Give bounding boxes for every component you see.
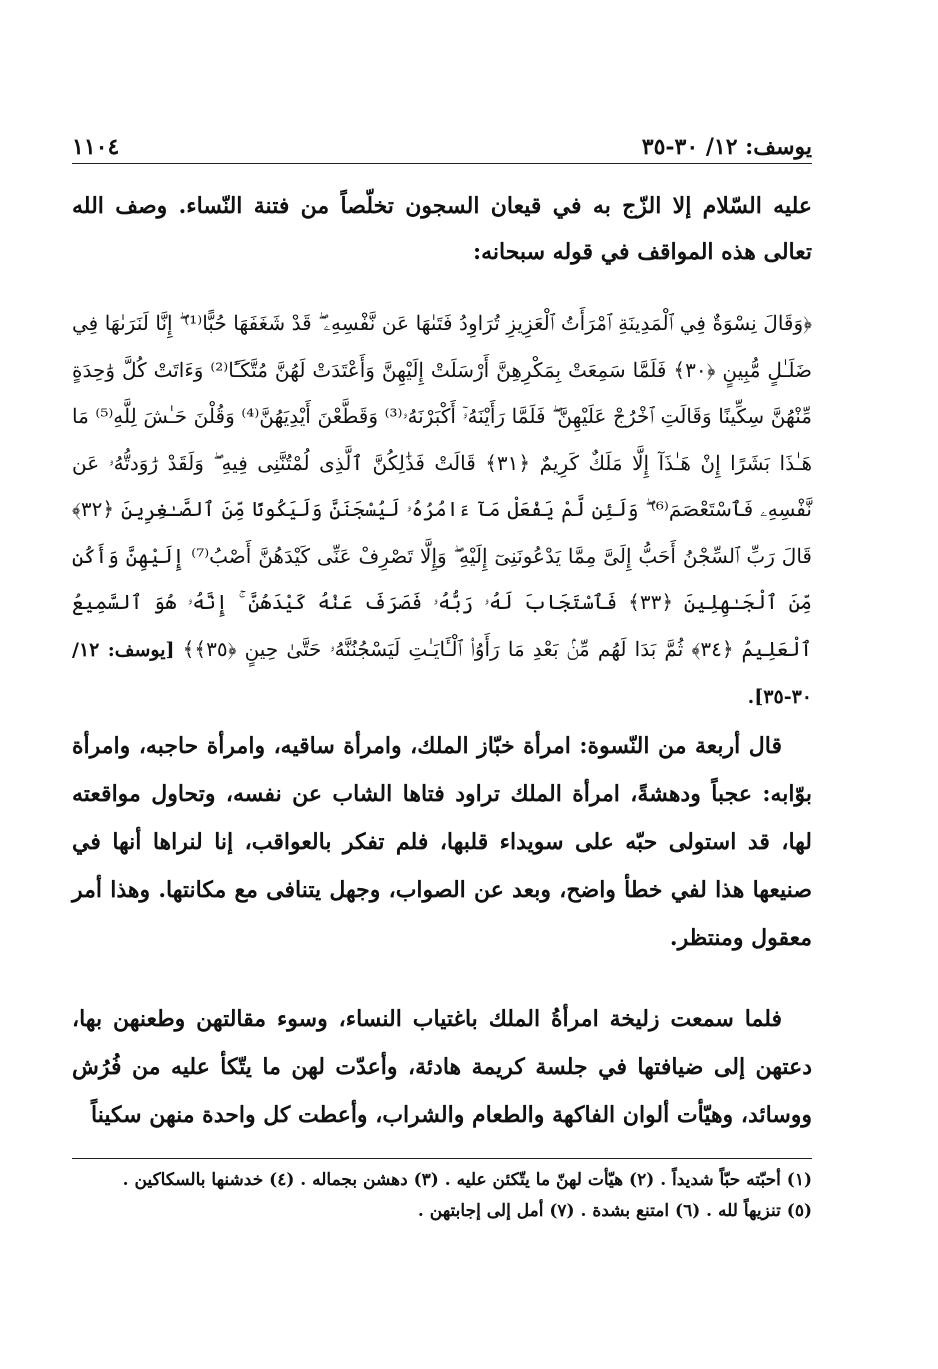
quran-reference: [يوسف: ١٢/ ٣٠-٣٥]. bbox=[72, 638, 812, 708]
quran-passage-block bbox=[72, 300, 812, 721]
surah-reference: يوسف: ١٢/ ٣٠-٣٥ bbox=[641, 134, 812, 160]
page-number: ١١٠٤ bbox=[72, 134, 120, 160]
running-header bbox=[72, 120, 812, 160]
quran-passage: ﴿وَقَالَ نِسْوَةٌ فِي ٱلْمَدِينَةِ ٱمْرَأَتُ ٱلْعَزِيزِ تُرَاوِدُ فَتَىٰهَا عَن نَّفْسِهِۦ ۖ قَدْ شَغَفَهَا حُبًّا⁽¹⁾ ۖ إِنَّا لَنَرَىٰهَا فِي ضَلَـٰلٍ مُّبِينٍ ﴿٣٠﴾ فَلَمَّا سَمِعَتْ بِمَكْرِهِنَّ أَرْسَلَتْ إِلَيْهِنَّ وَأَعْتَدَتْ لَهُنَّ مُتَّكَـًٔا⁽²⁾ وَءَاتَتْ كُلَّ وَٰحِدَةٍ مِّنْهُنَّ سِكِّينًا وَقَالَتِ ٱخْرُجْ عَلَيْهِنَّ ۖ فَلَمَّا رَأَيْنَهُۥٓ أَكْبَرْنَهُۥ⁽³⁾ وَقَطَّعْنَ أَيْدِيَهُنَّ⁽⁴⁾ وَقُلْنَ حَـٰشَ لِلَّهِ⁽⁵⁾ مَا هَـٰذَا بَشَرًا إِنْ هَـٰذَآ إِلَّا مَلَكٌ كَرِيمٌ ﴿٣١﴾ قَالَتْ فَذَٰلِكُنَّ ٱلَّذِى لُمْتُنَّنِى فِيهِ ۖ وَلَقَدْ رَٰوَدتُّهُۥ عَن نَّفْسِهِۦ فَٱسْتَعْصَمَ⁽⁶⁾ ۖ وَلَئِن لَّمْ يَفْعَلْ مَآ ءَامُرُهُۥ لَيُسْجَنَنَّ وَلَيَكُونًا مِّنَ ٱلصَّـٰغِرِينَ ﴿٣٢﴾ قَالَ رَبِّ ٱلسِّجْنُ أَحَبُّ إِلَىَّ مِمَّا يَدْعُونَنِىٓ إِلَيْهِ ۖ وَإِلَّا تَصْرِفْ عَنِّى كَيْدَهُنَّ أَصْبُ⁽⁷⁾ إِلَيْهِنَّ وَأَكُن مِّنَ ٱلْجَـٰهِلِينَ ﴿٣٣﴾ فَٱسْتَجَابَ لَهُۥ رَبُّهُۥ فَصَرَفَ عَنْهُ كَيْدَهُنَّ ۚ إِنَّهُۥ هُوَ ٱلسَّمِيعُ ٱلْعَلِيمُ ﴿٣٤﴾ ثُمَّ بَدَا لَهُم مِّنۢ بَعْدِ مَا رَأَوُا۟ ٱلْـَٔايَـٰتِ لَيَسْجُنُنَّهُۥ حَتَّىٰ حِينٍ ﴿٣٥﴾﴾ bbox=[72, 311, 813, 661]
footnote-line-1: (١) أحبّته حبّاً شديداً . (٢) هيّأت لهنّ ما يتّكئن عليه . (٣) دهشن بجماله . (٤) خدشنها بالسكاكين . bbox=[122, 1170, 812, 1190]
footnotes bbox=[72, 1165, 812, 1227]
intro-paragraph: عليه السّلام إلا الزّج به في قيعان السجون تخلّصاً من فتنة النّساء. وصف الله تعالى هذه المواقف في قوله سبحانه: bbox=[72, 193, 812, 265]
commentary-paragraph-2: فلما سمعت زليخة امرأةُ الملك باغتياب النساء، وسوء مقالتهن وطعنهن بها، دعتهن إلى ضيافتها في جلسة كريمة هادئة، وأعدّت لهن ما يتّكأ عليه من فُرُش ووسائد، وهيّأت ألوان الفاكهة والطعام والشراب، وأعطت كل واحدة منهن سكيناً bbox=[72, 1006, 812, 1128]
header-divider bbox=[72, 163, 812, 164]
footnote-divider bbox=[72, 1158, 812, 1159]
footnote-line-2: (٥) تنزيهاً لله . (٦) امتنع بشدة . (٧) أمل إلى إجابتهن . bbox=[417, 1201, 812, 1221]
commentary-paragraph-1: قال أربعة من النّسوة: امرأة خبّاز الملك، وامرأة ساقيه، وامرأة حاجبه، وامرأة بوّابه: عجباً ودهشةً، امرأة الملك تراود فتاها الشاب عن نفسه، وتحاول مواقعته لها، قد استولى حبّه على سويداء قلبها، فلم تفكر بالعواقب، إنا لنراها أنها في صنيعها هذا لفي خطأ واضح، وبعد عن الصواب، وجهل يتنافى مع مكانتها. وهذا أمر معقول ومنتظر. bbox=[72, 733, 812, 951]
